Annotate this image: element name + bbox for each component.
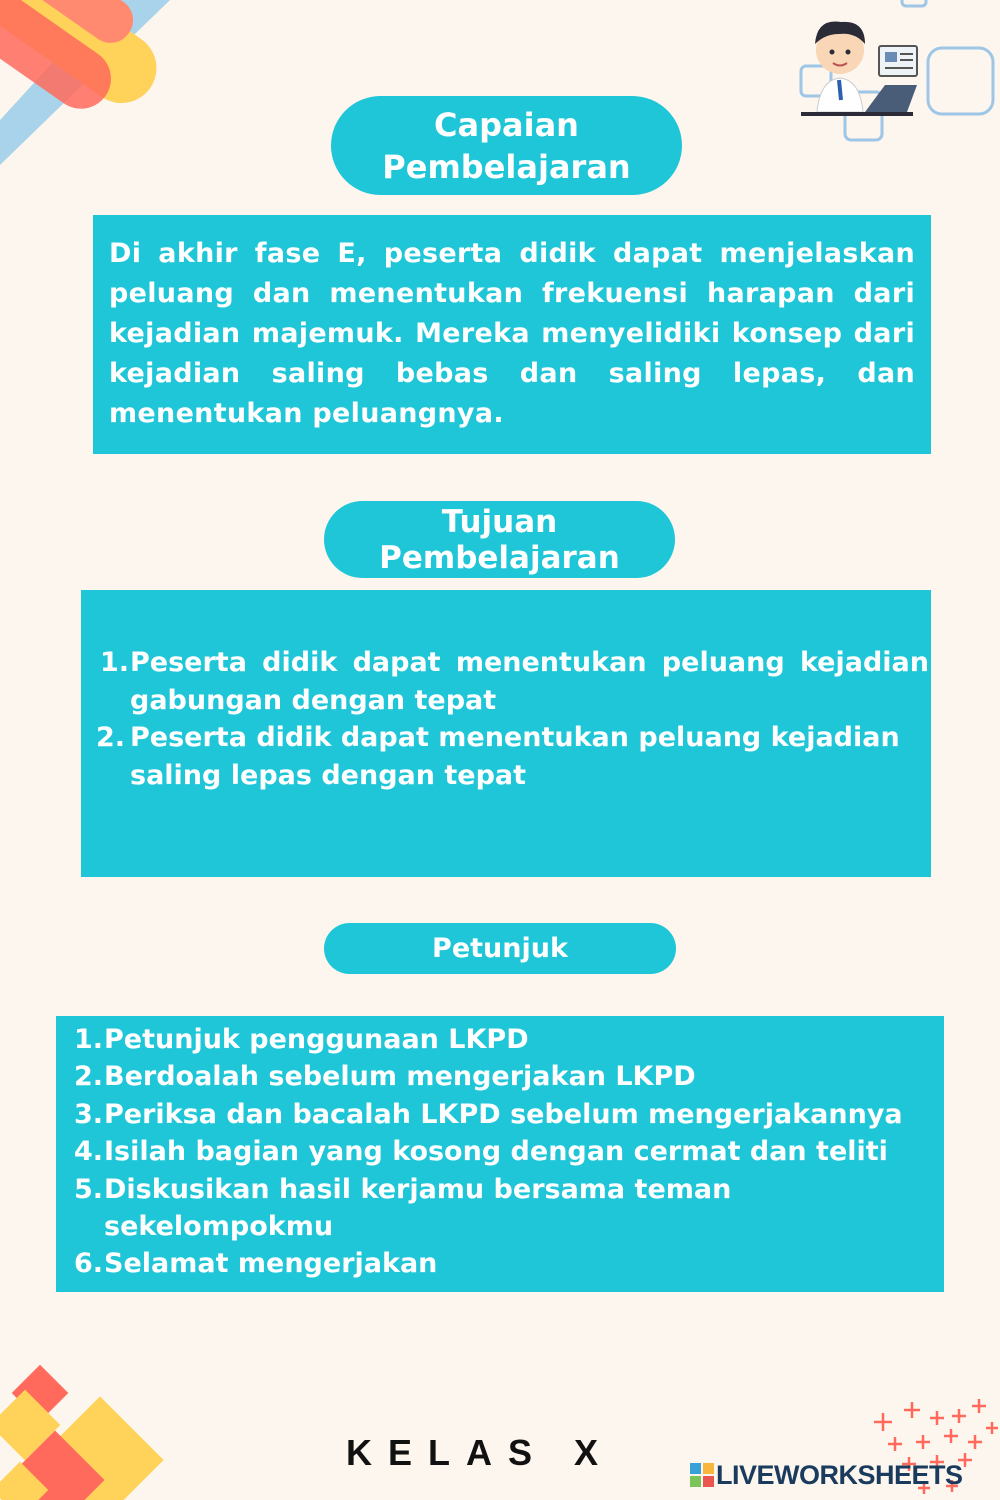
- list-item: [96, 719, 929, 794]
- brand-name: LIVEWORKSHEETS: [716, 1460, 963, 1490]
- corner-decoration-bottom-left: [0, 1355, 190, 1500]
- list-text: Peserta didik dapat menentukan peluang kejadian gabungan dengan tepat: [130, 647, 929, 716]
- list-text: Diskusikan hasil kerjamu bersama teman sekelompokmu: [104, 1173, 732, 1243]
- list-number: 3.: [74, 1098, 104, 1130]
- list-text: Petunjuk penggunaan LKPD: [104, 1024, 529, 1055]
- list-number: 1.: [100, 647, 130, 678]
- list-number: 1.: [74, 1024, 104, 1055]
- list-text: Berdoalah sebelum mengerjakan LKPD: [104, 1061, 696, 1093]
- list-number: 5.: [74, 1173, 104, 1205]
- list-number: 6.: [74, 1248, 104, 1280]
- student-laptop-illustration: [795, 0, 1000, 150]
- list-text: Selamat mengerjakan: [104, 1248, 438, 1280]
- liveworksheets-watermark: [690, 1460, 963, 1491]
- list-item: [74, 1058, 944, 1095]
- list-text: Peserta didik dapat menentukan peluang kejadian saling lepas dengan tepat: [130, 722, 900, 791]
- list-item: [74, 1245, 944, 1282]
- list-number: 2.: [74, 1061, 104, 1093]
- list-item: [74, 1133, 944, 1170]
- petunjuk-title: Petunjuk: [432, 933, 568, 964]
- petunjuk-list: [74, 1021, 944, 1283]
- list-number: 2.: [96, 722, 126, 753]
- tujuan-content-box: [81, 590, 931, 877]
- capaian-title-line1: Capaian: [434, 105, 579, 144]
- tujuan-title: Tujuan Pembelajaran: [379, 503, 620, 576]
- capaian-content-box: [93, 215, 931, 454]
- list-text: Isilah bagian yang kosong dengan cermat dan teliti: [104, 1136, 888, 1168]
- list-item: [74, 1021, 944, 1058]
- petunjuk-content-box: [56, 1016, 944, 1292]
- list-item: [74, 1096, 944, 1133]
- petunjuk-title-pill: [324, 923, 676, 974]
- list-item: [100, 644, 929, 719]
- class-label: KELAS X: [345, 1432, 615, 1473]
- capaian-paragraph: Di akhir fase E, peserta didik dapat menjelaskan peluang dan menentukan frekuensi harapan dari kejadian majemuk. Mereka menyelidiki konsep dari kejadian saling bebas dan saling lepas, dan menentukan peluangnya.: [109, 238, 915, 429]
- capaian-title-line2: Pembelajaran: [382, 147, 631, 186]
- tujuan-list: [96, 644, 929, 794]
- capaian-title-pill: [331, 96, 682, 195]
- list-item: [74, 1171, 944, 1246]
- liveworksheets-logo-icon: [690, 1463, 714, 1487]
- list-number: 4.: [74, 1136, 104, 1168]
- tujuan-title-pill: [324, 501, 675, 578]
- list-text: Periksa dan bacalah LKPD sebelum mengerjakannya: [104, 1098, 903, 1130]
- corner-decoration-top-left: [0, 0, 180, 170]
